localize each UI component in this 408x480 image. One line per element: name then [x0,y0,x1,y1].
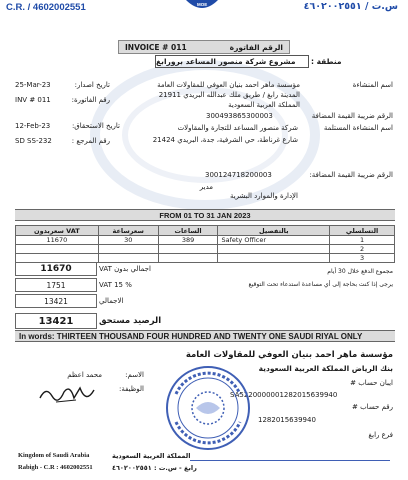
row-rate [98,254,158,263]
row-rate [98,245,158,254]
bank-company-name: مؤسسة ماهر احمد بنيان العوفي للمقاولات العامة [185,350,393,360]
invoice-label-en: INVOICE # 011 [125,42,187,52]
col-amount: سعربدون VAT [16,226,99,236]
contact-note: يرجى إذا كنت بحاجة إلى أي مساعدة استدعاء تحت التوقيع [248,281,393,288]
billing-period: FROM 01 TO 31 JAN 2023 [15,209,395,221]
reference-number: SD SS-232 [15,137,52,145]
row-description: Safety Officer [218,236,330,245]
subtotal-value: 11670 [15,262,97,276]
cr-number-en: C.R. / 4602002551 [6,2,86,13]
row-rate: 30 [98,236,158,245]
region-value: مشروع شركة منصور المساعد برورابغ [155,55,309,68]
payment-terms: مجموع الدفع خلال 30 أيام [327,268,393,275]
row-amount: 11670 [16,236,99,245]
invoice-title-bar [118,40,290,54]
balance-due-value: 13421 [15,313,97,329]
invoice-number: INV # 011 [15,96,51,104]
company-stamp [164,364,252,452]
row-amount [16,245,99,254]
buyer-contact-role: مدير [199,183,213,191]
footer-country-ar: المملكة العربية السعودية [112,452,191,460]
buyer-vat-label: الرقم ضريبة القيمة المضافة: [309,171,393,179]
bank-name: بنك الرياض المملكة العربية السعودية [258,364,393,373]
subtotal-label: اجمالي بدون VAT [99,265,151,273]
account-label: رقم حساب # [352,403,393,411]
iban-value: SA5220000001282015639940 [230,391,338,399]
signatory-name-label: الاسم: [125,371,144,379]
row-serial: 3 [330,254,395,263]
col-serial: التسلسلي [330,226,395,236]
cr-number-ar: س.ت / ٤٦٠٢٠٠٢٥٥١ [303,1,398,12]
row-description [218,245,330,254]
seller-vat-label: الرقم ضريبة القيمة المضافة [311,112,393,120]
row-hours: 389 [158,236,218,245]
footer-divider [190,460,390,461]
footer-country-en: Kingdom of Saudi Arabia [18,452,90,459]
row-hours [158,254,218,263]
table-row [16,236,395,245]
row-serial: 1 [330,236,395,245]
items-header-row [16,226,395,236]
buyer-address: شارع غرناطة، حي الشرفية، جدة، البريدي 21424 [152,136,298,144]
row-description [218,254,330,263]
vat-label: VAT 15 % [99,281,132,289]
balance-due-label: الرصيد مستحق [99,316,162,326]
seller-name-label: اسم المنشاءة [352,81,393,89]
invoice-number-label: رقم الفاتورة: [71,96,110,104]
signature-drawing [36,378,100,408]
items-table [15,225,395,263]
row-serial: 2 [330,245,395,254]
buyer-contact-dept: الإدارة والموارد البشرية [229,192,298,200]
col-description: بالتفصيل [218,226,330,236]
buyer-vat: 300124718200003 [205,171,272,179]
due-date: 12-Feb-23 [15,122,51,130]
total-value: 13421 [15,294,97,308]
buyer-name-label: اسم المنشاءة المستلمة [323,124,393,132]
footer-cr-en: Rabigh - C.R : 4602002551 [18,464,93,471]
col-rate: سعرساعة [98,226,158,236]
buyer-name: شركة منصور المساعد للتجارة والمقاولات [177,124,298,132]
reference-label: رقم المرجع : [71,137,110,145]
account-value: 1282015639940 [258,416,316,424]
table-row [16,245,395,254]
seller-address-1: المدينة رابغ / طريق ملك عبدالله البريدي 21911 [158,91,300,99]
company-logo [184,0,220,12]
seller-name: مؤسسة ماهر احمد بنيان العوفي للمقاولات العامة [157,81,300,89]
bank-branch: فرع رابغ [368,431,393,439]
due-date-label: تاريخ الاستحقاق: [71,122,120,130]
signatory-name: محمد اعظم [67,371,102,379]
row-hours [158,245,218,254]
region-label: منطقة : [311,57,342,66]
footer-cr-ar: رابغ - س.ت : ٤٦٠٢٠٠٢٥٥١ [112,464,197,472]
issue-date-label: تاريخ اصدار: [74,81,110,89]
signatory-title-label: الوظيفة: [118,385,144,393]
invoice-label-ar: الرقم الفاتورة [229,42,283,52]
seller-vat: 300493865300003 [206,112,273,120]
iban-label: ايبان حساب # [350,379,393,387]
total-label: الاجمالي [99,297,124,305]
col-hours: الساعات [158,226,218,236]
amount-in-words: In words: THIRTEEN THOUSAND FOUR HUNDRED AND TWENTY ONE SAUDI RIYAL ONLY [15,330,395,342]
issue-date: 25-Mar-23 [15,81,51,89]
svg-text:MOE: MOE [197,2,208,7]
vat-value: 1751 [15,278,97,292]
seller-address-2: المملكة العربية السعودية [228,101,300,109]
